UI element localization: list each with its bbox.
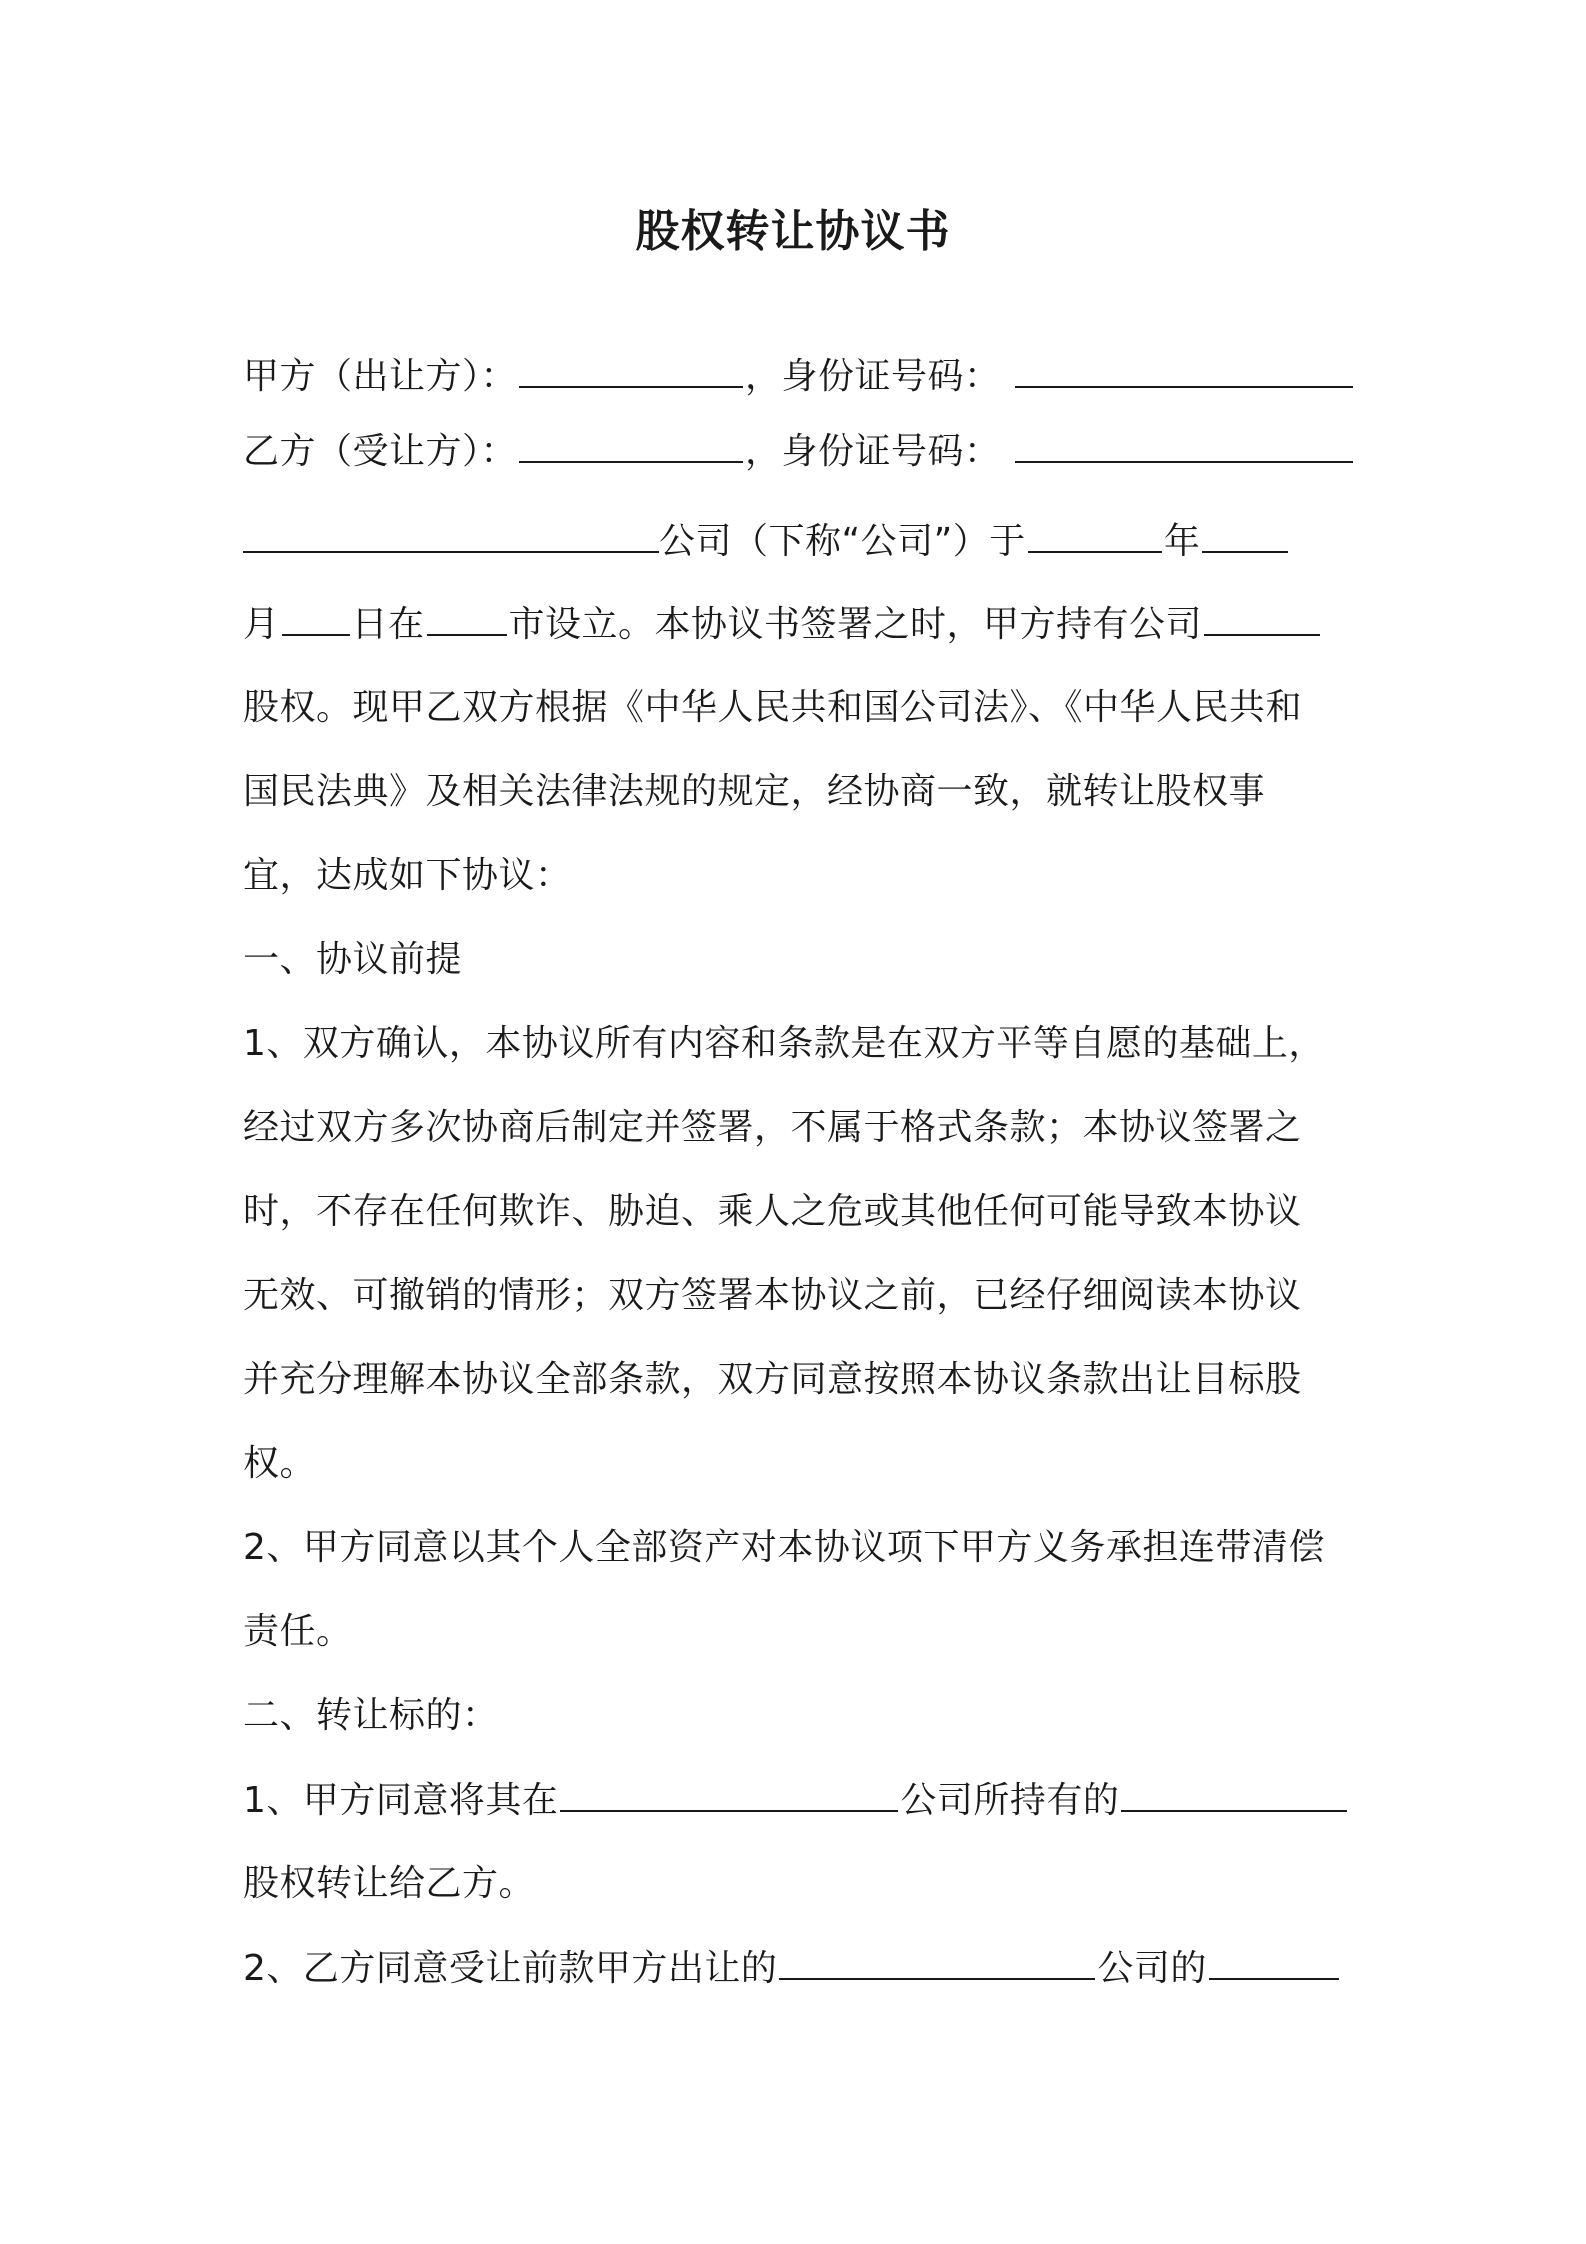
- intro-line-4: 国民法典》及相关法律法规的规定，经协商一致，就转让股权事: [243, 771, 1266, 812]
- section-1-p2-line: 责任。: [243, 1611, 353, 1652]
- section-1-p1-line: 无效、可撤销的情形；双方签署本协议之前，已经仔细阅读本协议: [243, 1275, 1302, 1316]
- section-1-p1-line: 权。: [243, 1443, 317, 1484]
- intro-company-text: 公司（下称“公司”）于: [659, 521, 1026, 562]
- transfer-company-field[interactable]: [560, 1774, 898, 1812]
- section-2-heading: 二、转让标的：: [243, 1695, 499, 1736]
- section-1-p1-line: 经过双方多次协商后制定并签署，不属于格式条款；本协议签署之: [243, 1107, 1302, 1148]
- party-b-name-field[interactable]: [519, 425, 743, 463]
- receive-company-field[interactable]: [779, 1942, 1095, 1980]
- section-1-p1-line: 1、双方确认，本协议所有内容和条款是在双方平等自愿的基础上，: [243, 1023, 1325, 1064]
- intro-month-text: 月: [243, 604, 280, 645]
- party-a-name-field[interactable]: [519, 350, 743, 388]
- item-1-text-a: 1、甲方同意将其在: [243, 1780, 559, 1821]
- intro-rest-text: 市设立。本协议书签署之时，甲方持有公司: [508, 604, 1203, 645]
- party-b-id-field[interactable]: [1015, 425, 1353, 463]
- party-a-id-field[interactable]: [1015, 350, 1353, 388]
- section-1-heading: 一、协议前提: [243, 939, 463, 980]
- founding-month-field[interactable]: [1202, 515, 1288, 553]
- founding-year-field[interactable]: [1028, 515, 1162, 553]
- intro-line-1: [243, 515, 1290, 568]
- intro-year-text: 年: [1163, 521, 1201, 562]
- section-2-item-1: [243, 1774, 1349, 1827]
- party-b-label: 乙方（受让方）：: [243, 431, 518, 472]
- founding-day-field[interactable]: [282, 598, 350, 636]
- party-b-row: [243, 425, 1355, 478]
- company-name-field[interactable]: [243, 521, 659, 553]
- party-a-id-label: ，身份证号码：: [745, 356, 1001, 397]
- section-1-p1-line: 并充分理解本协议全部条款，双方同意按照本协议条款出让目标股: [243, 1359, 1302, 1400]
- section-2-item-2: [243, 1942, 1341, 1995]
- section-1-p2-line: 2、甲方同意以其个人全部资产对本协议项下甲方义务承担连带清偿: [243, 1527, 1325, 1568]
- founding-city-field[interactable]: [427, 598, 507, 636]
- intro-line-3: 股权。现甲乙双方根据《中华人民共和国公司法》、《中华人民共和: [243, 687, 1303, 728]
- intro-line-2: [243, 598, 1322, 651]
- party-a-label: 甲方（出让方）：: [243, 356, 518, 397]
- intro-day-text: 日在: [351, 604, 425, 645]
- section-1-p1-line: 时，不存在任何欺诈、胁迫、乘人之危或其他任何可能导致本协议: [243, 1191, 1302, 1232]
- transfer-share-field[interactable]: [1121, 1774, 1347, 1812]
- item-1-text-b: 公司所持有的: [900, 1780, 1120, 1821]
- party-b-id-label: ，身份证号码：: [745, 431, 1001, 472]
- company-share-field[interactable]: [1204, 598, 1320, 636]
- document-title: 股权转让协议书: [635, 206, 951, 257]
- intro-line-5: 宜，达成如下协议：: [243, 855, 572, 896]
- item-2-text-b: 公司的: [1097, 1948, 1207, 1989]
- section-2-item-1-cont: 股权转让给乙方。: [243, 1863, 536, 1904]
- receive-share-field[interactable]: [1209, 1942, 1339, 1980]
- item-2-text-a: 2、乙方同意受让前款甲方出让的: [243, 1948, 778, 1989]
- party-a-row: [243, 350, 1355, 403]
